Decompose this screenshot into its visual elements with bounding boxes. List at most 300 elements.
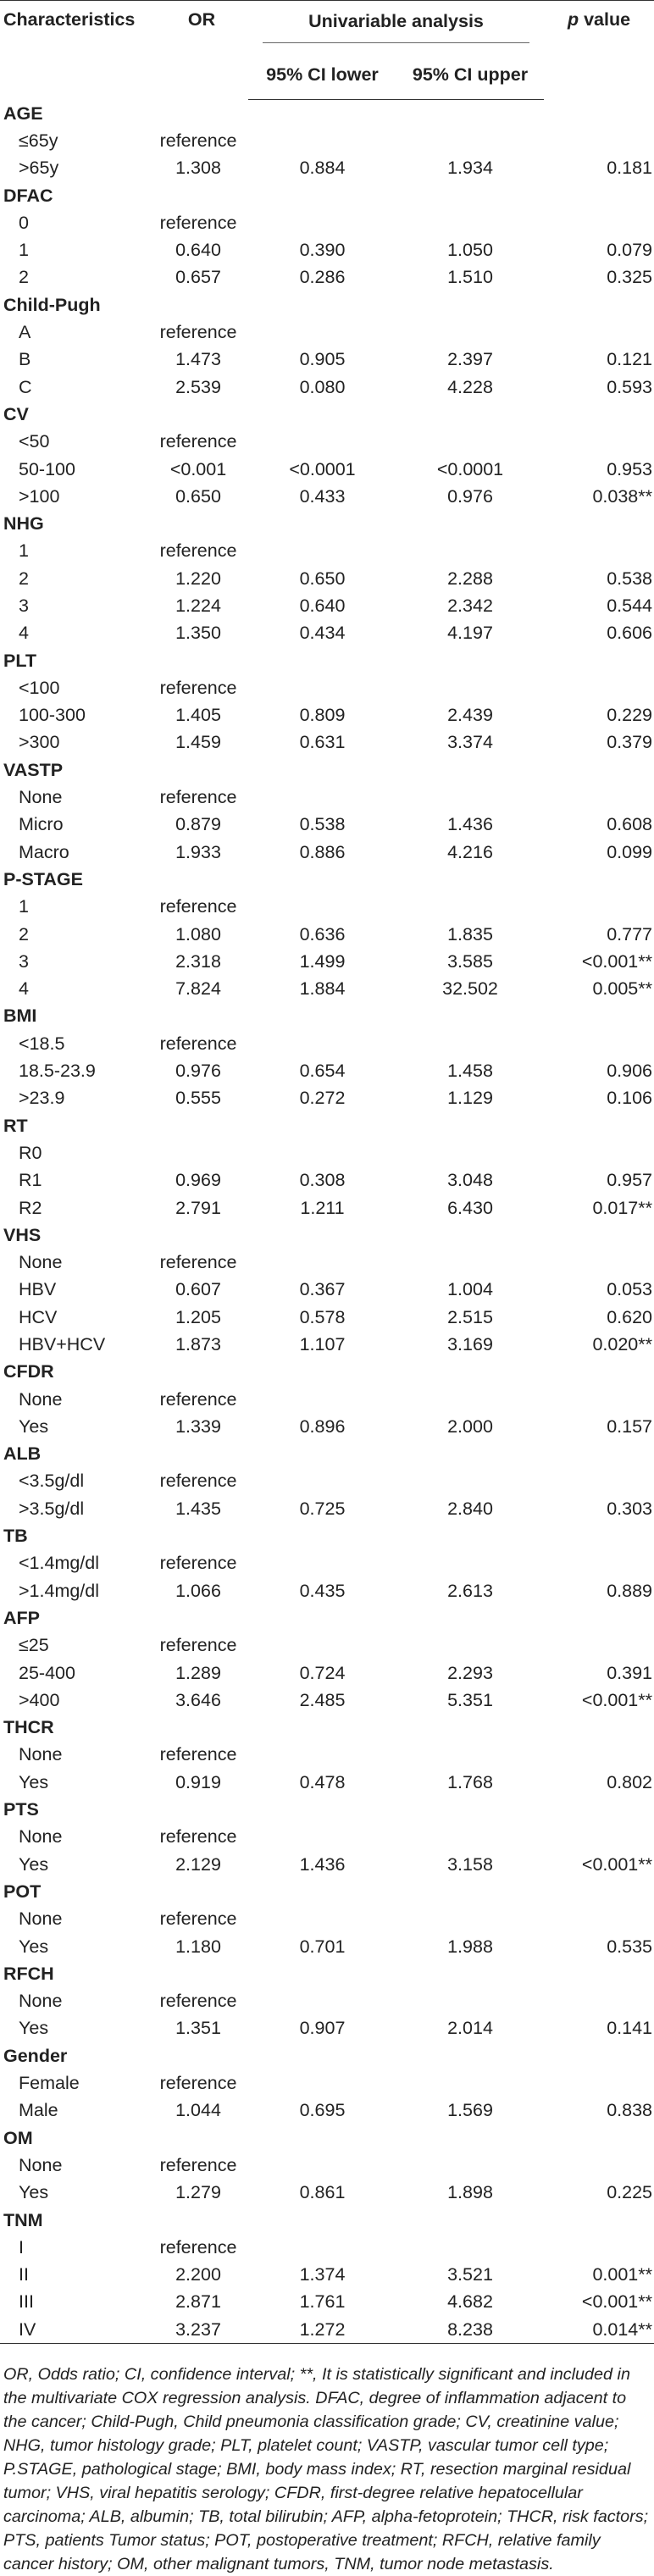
cell-or: reference (159, 787, 237, 808)
cell-p (544, 1386, 654, 1413)
cell-lo: 0.905 (299, 349, 346, 370)
cell-or: reference (159, 2154, 237, 2175)
cell-hi (396, 1249, 544, 1276)
table-row (0, 2069, 654, 2097)
cell-hi: 2.293 (447, 1662, 493, 1683)
cell-p: 0.005** (592, 978, 652, 1000)
cell-or: 0.969 (175, 1170, 221, 1191)
cell-lo: <0.0001 (289, 458, 356, 479)
group-label: ALB (3, 1443, 42, 1465)
row-label: 50-100 (19, 458, 75, 479)
cell-lo: 0.896 (299, 1415, 346, 1437)
cell-or: 1.180 (175, 1936, 221, 1957)
cell-hi (396, 1468, 544, 1495)
cell-hi (396, 538, 544, 565)
cell-p: 0.379 (607, 732, 652, 753)
cell-or: 0.555 (175, 1088, 221, 1109)
cell-lo (248, 1468, 396, 1495)
cell-hi: 2.014 (447, 2018, 493, 2039)
row-label: <3.5g/dl (19, 1471, 85, 1492)
table-row (0, 1687, 654, 1714)
row-label: >400 (19, 1689, 60, 1710)
group-row (0, 647, 654, 674)
cell-p: 0.001** (592, 2264, 652, 2285)
table-row (0, 1824, 654, 1851)
cell-hi: 1.129 (447, 1088, 493, 1109)
row-label: 0 (19, 212, 29, 233)
cell-p: 0.535 (607, 1936, 652, 1957)
cell-or: 1.351 (175, 2018, 221, 2039)
cell-lo: 1.884 (299, 978, 346, 1000)
cell-p: 0.325 (607, 267, 652, 288)
cell-lo: 0.286 (299, 267, 346, 288)
table-row (0, 429, 654, 456)
cell-lo (248, 538, 396, 565)
cell-lo (248, 1249, 396, 1276)
cell-or: 1.473 (175, 349, 221, 370)
cell-hi: 4.216 (447, 841, 493, 862)
cell-lo (248, 1906, 396, 1933)
cell-or: 0.607 (175, 1279, 221, 1300)
row-label: 3 (19, 595, 29, 616)
cell-or: 0.657 (175, 267, 221, 288)
cell-hi (396, 2069, 544, 2097)
table-row (0, 565, 654, 592)
table-row (0, 2316, 654, 2344)
cell-p (544, 2069, 654, 2097)
row-label: ≤25 (19, 1635, 49, 1656)
cell-or: 0.976 (175, 1061, 221, 1082)
cell-hi: 2.342 (447, 595, 493, 616)
cell-or: 0.650 (175, 485, 221, 507)
group-row (0, 100, 654, 128)
cell-or: reference (159, 1252, 237, 1273)
cell-lo (248, 127, 396, 154)
table-header (0, 1, 654, 100)
row-label: <100 (19, 677, 60, 698)
table-row (0, 1331, 654, 1358)
group-label: P-STAGE (3, 868, 83, 889)
cell-or: 1.435 (175, 1498, 221, 1519)
cell-lo (248, 1632, 396, 1659)
cell-or: 2.129 (175, 1853, 221, 1875)
group-label: CFDR (3, 1361, 54, 1382)
row-label: 1 (19, 240, 29, 261)
cell-lo: 0.433 (299, 485, 346, 507)
table-row (0, 2015, 654, 2042)
cell-or: 1.224 (175, 595, 221, 616)
cell-lo: 0.367 (299, 1279, 346, 1300)
cell-p: 0.777 (607, 923, 652, 945)
cell-hi (396, 2234, 544, 2261)
cell-p: <0.001** (581, 1853, 652, 1875)
row-label: >3.5g/dl (19, 1498, 85, 1519)
group-label: THCR (3, 1717, 54, 1738)
group-label: OM (3, 2127, 33, 2148)
header-group-rule (263, 42, 529, 43)
group-row (0, 510, 654, 537)
group-row (0, 1715, 654, 1742)
cell-lo (248, 1824, 396, 1851)
group-row (0, 2042, 654, 2069)
table-row (0, 2289, 654, 2316)
cell-or: reference (159, 1991, 237, 2012)
table-footnote: OR, Odds ratio; CI, confidence interval; **, It is statistically significant and included in the multivariate COX regression analysis. DFAC, degree of inflammation adjacent to the cancer; Child-Pugh, Child pneumonia classification grade; CV, creatinine value; NHG, tumor histology grade; PLT, platelet count; VASTP, vascular tumor cell type; P.STAGE, pathological stage; BMI, body mass index; RT, resection marginal residual tumor; VHS, viral hepatitis serology; CFDR, first-degree relative hepatocellular carcinoma; ALB, albumin; TB, total bilirubin; AFP, alpha-fetoprotein; THCR, risk factors; PTS, patients Tumor status; POT, postoperative treatment; RFCH, relative family cancer history; OM, other malignant tumors, TNM, tumor node metastasis. (3, 2365, 649, 2574)
table-row (0, 812, 654, 839)
cell-lo (248, 1386, 396, 1413)
cell-p (544, 1030, 654, 1057)
cell-p (544, 1550, 654, 1577)
table-row (0, 483, 654, 510)
cell-lo: 1.374 (299, 2264, 346, 2285)
cell-hi: 3.048 (447, 1170, 493, 1191)
table-row (0, 456, 654, 483)
cell-or: reference (159, 431, 237, 452)
row-label: HBV+HCV (19, 1334, 106, 1354)
row-label: None (19, 1991, 63, 2012)
table-row (0, 1987, 654, 2014)
group-label: DFAC (3, 185, 53, 206)
cell-or: reference (159, 896, 237, 917)
row-label: HBV (19, 1279, 57, 1300)
cell-lo: 0.631 (299, 732, 346, 753)
table-row (0, 1249, 654, 1276)
group-label: TNM (3, 2209, 43, 2230)
group-row (0, 756, 654, 784)
table-row (0, 2261, 654, 2288)
row-label: >100 (19, 485, 60, 507)
table-row (0, 1139, 654, 1166)
group-row (0, 1112, 654, 1139)
table-row (0, 921, 654, 948)
row-label: III (19, 2291, 34, 2313)
cell-or: 1.205 (175, 1306, 221, 1327)
cell-lo (248, 209, 396, 236)
cell-lo: 0.080 (299, 376, 346, 397)
table-row (0, 894, 654, 921)
cell-hi (396, 1824, 544, 1851)
row-label: Micro (19, 814, 64, 835)
group-label: NHG (3, 513, 44, 535)
header-p-suffix: value (579, 9, 631, 30)
cell-or: reference (159, 1033, 237, 1054)
cell-hi (396, 209, 544, 236)
cell-p: 0.157 (607, 1415, 652, 1437)
row-label: >65y (19, 158, 59, 179)
cell-p (544, 209, 654, 236)
cell-hi: 3.158 (447, 1853, 493, 1875)
row-label: HCV (19, 1306, 58, 1327)
cell-p: 0.957 (607, 1170, 652, 1191)
group-label: BMI (3, 1005, 37, 1027)
row-label: 4 (19, 623, 29, 644)
cell-p: 0.141 (607, 2018, 652, 2039)
cell-lo: 0.809 (299, 705, 346, 726)
table-row (0, 155, 654, 182)
row-label: <18.5 (19, 1033, 65, 1054)
header-ci-upper: 95% CI upper (396, 50, 544, 100)
table-row (0, 1085, 654, 1112)
table-row (0, 346, 654, 374)
cell-p (544, 1987, 654, 2014)
cell-p (544, 127, 654, 154)
group-row (0, 401, 654, 428)
cell-hi: 3.585 (447, 950, 493, 972)
cell-hi: 1.458 (447, 1061, 493, 1082)
table-row (0, 2097, 654, 2125)
cell-p (544, 2152, 654, 2179)
cell-hi: 4.228 (447, 376, 493, 397)
cell-p: 0.121 (607, 349, 652, 370)
cell-or: reference (159, 540, 237, 562)
cell-p: 0.953 (607, 458, 652, 479)
row-label: IV (0, 2316, 155, 2344)
group-label: VASTP (3, 759, 64, 780)
row-label: Female (19, 2073, 80, 2094)
cell-hi (396, 1386, 544, 1413)
cell-hi (396, 1906, 544, 1933)
table-row (0, 1550, 654, 1577)
cell-hi: 3.169 (447, 1334, 493, 1354)
row-label: 1 (19, 896, 29, 917)
group-label: Gender (3, 2045, 68, 2066)
table-row (0, 264, 654, 291)
table-row (0, 1659, 654, 1687)
cell-lo (248, 1030, 396, 1057)
row-label: >1.4mg/dl (19, 1580, 100, 1601)
cell-or: 0.919 (175, 1771, 221, 1792)
row-label: None (19, 2154, 63, 2175)
cell-hi: 1.050 (447, 240, 493, 261)
cell-lo: 0.308 (299, 1170, 346, 1191)
cell-lo: 0.724 (299, 1662, 346, 1683)
header-characteristics: Characteristics (3, 9, 136, 30)
cell-or: 2.871 (175, 2291, 221, 2313)
cell-p: 0.906 (607, 1061, 652, 1082)
cell-or (155, 1139, 248, 1166)
table-row (0, 1386, 654, 1413)
cell-hi: 5.351 (447, 1689, 493, 1710)
cell-hi (396, 2152, 544, 2179)
cell-hi: 6.430 (447, 1197, 493, 1218)
table-row (0, 209, 654, 236)
row-label: II (19, 2264, 29, 2285)
cell-or: reference (159, 1553, 237, 1574)
table-row (0, 2180, 654, 2207)
row-label: B (19, 349, 31, 370)
cell-p: 0.608 (607, 814, 652, 835)
cell-hi (396, 674, 544, 701)
cell-p: 0.020** (592, 1334, 652, 1354)
row-label: I (19, 2236, 24, 2257)
cell-or: reference (159, 1471, 237, 1492)
cell-or: reference (159, 1744, 237, 1765)
table-row (0, 1057, 654, 1084)
cell-lo (248, 429, 396, 456)
cell-lo (248, 1139, 396, 1166)
cell-hi: 1.835 (447, 923, 493, 945)
group-label: TB (3, 1526, 28, 1547)
cell-p: <0.001** (581, 2291, 652, 2313)
row-label: 100-300 (19, 705, 86, 726)
cell-hi: 2.439 (447, 705, 493, 726)
cell-hi (396, 1987, 544, 2014)
cell-lo: 0.390 (299, 240, 346, 261)
group-label: POT (3, 1881, 42, 1902)
cell-hi: 4.682 (447, 2291, 493, 2313)
cell-lo: 0.636 (299, 923, 346, 945)
row-label: 2 (19, 267, 29, 288)
cell-p: 0.544 (607, 595, 652, 616)
cell-hi: 2.613 (447, 1580, 493, 1601)
cell-lo: 1.436 (299, 1853, 346, 1875)
cell-p (544, 429, 654, 456)
row-label: 4 (19, 978, 29, 1000)
group-row (0, 182, 654, 209)
cell-lo (248, 2152, 396, 2179)
table-row (0, 1906, 654, 1933)
cell-hi (396, 1030, 544, 1057)
cell-hi (396, 319, 544, 346)
cell-or: 1.308 (175, 158, 221, 179)
cell-hi: 32.502 (442, 978, 498, 1000)
cell-hi: 1.768 (447, 1771, 493, 1792)
cell-or: 1.289 (175, 1662, 221, 1683)
cell-p (544, 2234, 654, 2261)
group-row (0, 1522, 654, 1549)
cell-or: reference (159, 212, 237, 233)
group-row (0, 1960, 654, 1987)
table-row (0, 592, 654, 619)
table-row (0, 1851, 654, 1878)
cell-or: 0.640 (175, 240, 221, 261)
cell-p: 0.225 (607, 2182, 652, 2203)
cell-hi: 1.510 (447, 267, 493, 288)
group-row (0, 1796, 654, 1823)
cell-or: reference (159, 1388, 237, 1410)
group-row (0, 1359, 654, 1386)
group-label: VHS (3, 1224, 42, 1245)
row-label: 3 (19, 950, 29, 972)
cell-p: 0.106 (607, 1088, 652, 1109)
table-row (0, 1304, 654, 1331)
row-label: 2 (19, 568, 29, 589)
table-row (0, 976, 654, 1003)
cell-or: 1.220 (175, 568, 221, 589)
cell-hi (396, 1632, 544, 1659)
cell-or: reference (159, 1826, 237, 1848)
cell-hi: 2.397 (447, 349, 493, 370)
header-ci-lower: 95% CI lower (248, 50, 396, 100)
cell-or: 2.539 (175, 376, 221, 397)
cell-lo: 1.107 (299, 1334, 346, 1354)
cell-lo: 0.640 (299, 595, 346, 616)
table-row (0, 2152, 654, 2179)
table-row (0, 319, 654, 346)
cell-hi (396, 1742, 544, 1769)
cell-p: 0.620 (607, 1306, 652, 1327)
cell-or: 0.879 (175, 814, 221, 835)
header-or: OR (187, 9, 216, 30)
row-label: <1.4mg/dl (19, 1553, 100, 1574)
cell-p: 0.838 (607, 2100, 652, 2121)
cell-lo: 0.725 (299, 1498, 346, 1519)
cell-p: 0.099 (607, 841, 652, 862)
row-label: >23.9 (19, 1088, 65, 1109)
cell-or: 1.066 (175, 1580, 221, 1601)
row-label: Yes (19, 1936, 49, 1957)
cell-p (544, 1742, 654, 1769)
cell-p: 0.593 (607, 376, 652, 397)
table-row (0, 1167, 654, 1194)
cell-p: 0.229 (607, 705, 652, 726)
row-label: Male (19, 2100, 58, 2121)
cell-lo: 0.650 (299, 568, 346, 589)
cell-lo (248, 894, 396, 921)
table-row (0, 674, 654, 701)
cell-or: reference (159, 130, 237, 151)
cell-lo: 0.907 (299, 2018, 346, 2039)
row-label: None (19, 1252, 63, 1273)
cell-hi: 1.934 (447, 158, 493, 179)
table-row (0, 1277, 654, 1304)
cell-p: 0.014** (544, 2316, 654, 2344)
cell-p: 0.017** (592, 1197, 652, 1218)
cell-or: 1.350 (175, 623, 221, 644)
table-row (0, 1577, 654, 1604)
cell-hi (396, 894, 544, 921)
row-label: >300 (19, 732, 60, 753)
cell-p (544, 1632, 654, 1659)
cell-hi (396, 127, 544, 154)
cell-hi: 2.840 (447, 1498, 493, 1519)
cell-or: 3.646 (175, 1689, 221, 1710)
cell-lo: 0.654 (299, 1061, 346, 1082)
table-row (0, 620, 654, 647)
cell-p: <0.001** (581, 1689, 652, 1710)
row-label: R2 (19, 1197, 42, 1218)
cell-lo: 0.861 (299, 2182, 346, 2203)
cell-p (544, 538, 654, 565)
cell-or: reference (159, 1908, 237, 1930)
table-row (0, 236, 654, 263)
cell-lo: 0.695 (299, 2100, 346, 2121)
cell-p: 0.538 (607, 568, 652, 589)
table-row (0, 1933, 654, 1960)
cell-hi (396, 1550, 544, 1577)
cell-p (544, 1824, 654, 1851)
header-p-letter: p (567, 9, 579, 30)
cell-p: <0.001** (581, 950, 652, 972)
cell-hi: 3.374 (447, 732, 493, 753)
header-p-value (544, 1, 654, 100)
cell-lo: 0.538 (299, 814, 346, 835)
group-row (0, 1222, 654, 1249)
cell-or: 2.200 (175, 2264, 221, 2285)
cell-or: 1.873 (175, 1334, 221, 1354)
group-label: RT (3, 1115, 28, 1136)
cell-lo (248, 1550, 396, 1577)
cell-or: reference (159, 1635, 237, 1656)
row-label: Yes (19, 2018, 49, 2039)
cell-or: 1.459 (175, 732, 221, 753)
row-label: Yes (19, 1415, 49, 1437)
table-row (0, 702, 654, 729)
cell-or: reference (159, 677, 237, 698)
row-label: A (19, 322, 31, 343)
cell-p: 0.181 (607, 158, 652, 179)
row-label: None (19, 1388, 63, 1410)
